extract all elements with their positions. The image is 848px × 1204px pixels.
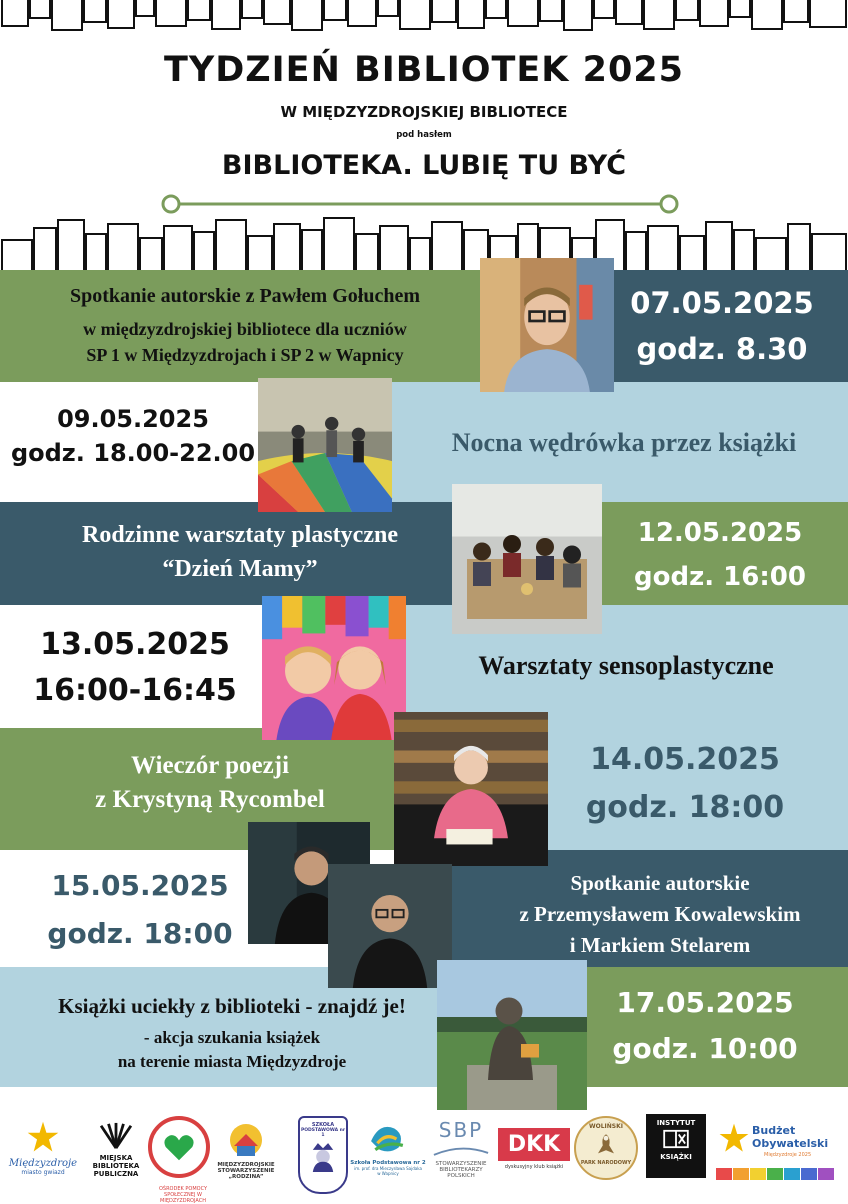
logo-mbp: MIEJSKA BIBLIOTEKA PUBLICZNA [86,1122,146,1192]
event-3-subtitle: “Dzień Mamy” [162,556,318,582]
event-3-date: 12.05.2025 [637,518,803,548]
statue-photo [437,960,587,1110]
partner-logos [0,1108,848,1204]
children-photo [262,596,406,740]
logo-instytut-ksiazki: INSTYTUT KSIĄŻKI [646,1114,706,1178]
sun-house-icon [226,1122,266,1158]
event-1-details-2: SP 1 w Międzyzdrojach i SP 2 w Wapnicy [86,345,404,365]
color-blocks-icon [716,1168,836,1180]
event-7-line-2: na terenie miasta Międzyzdroje [117,1052,347,1071]
event-6-line-3: i Markiem Stelarem [569,933,751,957]
divider-line [160,194,680,214]
book-x-icon [662,1129,690,1149]
event-4-title: Warsztaty sensoplastyczne [478,651,774,680]
event-5-subtitle: z Krystyną Rycombel [95,786,325,813]
event-6-line-1: Spotkanie autorskie [570,871,750,895]
wave-icon [366,1120,410,1156]
book-rays-icon [96,1122,136,1150]
event-1-date: 07.05.2025 [630,286,814,320]
poetry-evening-photo [394,712,548,866]
event-5-time: godz. 18:00 [585,790,785,825]
event-2-date: 09.05.2025 [57,405,209,433]
event-3-time: godz. 16:00 [634,562,806,592]
star-icon [26,1120,60,1154]
event-3-title: Rodzinne warsztaty plastyczne [82,522,398,548]
event-7-time: godz. 10:00 [612,1032,798,1065]
motto-intro: pod hasłem [396,130,452,140]
event-4-time: 16:00-16:45 [33,673,237,708]
event-1-title: Spotkanie autorskie z Pawłem Gołuchem [70,285,420,307]
bookshelf-top-decoration [0,0,848,34]
event-5-date: 14.05.2025 [590,742,780,777]
event-5-title: Wieczór poezji [130,752,290,779]
page-title: TYDZIEŃ BIBLIOTEK 2025 [163,50,684,90]
event-6-date: 15.05.2025 [51,869,229,902]
logo-ops: OŚRODEK POMOCY SPOŁECZNEJ W MIĘDZYZDROJACH [148,1116,210,1178]
motto-heading: BIBLIOTEKA. LUBIĘ TU BYĆ [221,150,627,181]
page-subtitle: W MIĘDZYZDROJSKIEJ BIBLIOTECE [280,103,568,121]
logo-sp1: SZKOŁA PODSTAWOWA nr 1 [298,1116,348,1194]
art-workshop-photo [452,484,602,634]
logo-dkk: DKK dyskusyjny klub książki [498,1128,570,1182]
event-1-time: godz. 8.30 [636,332,808,366]
event-1-details-1: w międzyzdrojskiej bibliotece dla uczniów [83,319,407,339]
logo-budzet-obywatelski: Budżet Obywatelski Międzyzdroje 2025 [712,1122,844,1188]
event-4-date: 13.05.2025 [40,627,230,662]
swoosh-icon [432,1145,490,1157]
event-3-band [0,502,848,605]
night-event-photo [258,378,392,512]
event-6-time: godz. 18:00 [47,917,233,950]
king-icon [306,1138,340,1172]
eagle-icon [590,1130,622,1156]
event-2-time: godz. 18.00-22.00 [10,439,256,467]
logo-wpn: WOLIŃSKI PARK NARODOWY [574,1116,638,1180]
event-7-title: Książki uciekły z biblioteki - znajdź je! [58,994,406,1018]
event-7-date: 17.05.2025 [616,986,794,1019]
author-portrait-photo [480,258,614,392]
event-7-line-1: - akcja szukania książek [143,1028,321,1047]
logo-sp2: Szkoła Podstawowa nr 2 im. prof. dra Mieczysława Sajdaka w Wapnicy [350,1120,426,1192]
event-2-title: Nocna wędrówka przez książki [451,428,797,457]
bookshelf-middle-decoration [0,216,848,270]
event-6-line-2: z Przemysławem Kowalewskim [519,902,801,926]
event-1-band [0,270,848,382]
event-4-band [0,605,848,728]
author-photo-2 [328,864,452,988]
event-2-band [0,382,848,502]
heart-hands-icon [160,1128,198,1166]
logo-miedzyzdroje: Międzyzdroje miasto gwiazd [4,1120,82,1190]
logo-sbp: SBP STOWARZYSZENIE BIBLIOTEKARZY POLSKICH [428,1118,494,1194]
star-icon-2 [718,1122,750,1154]
logo-rodzina: MIĘDZYZDROJSKIE STOWARZYSZENIE „RODZINA” [216,1122,276,1192]
